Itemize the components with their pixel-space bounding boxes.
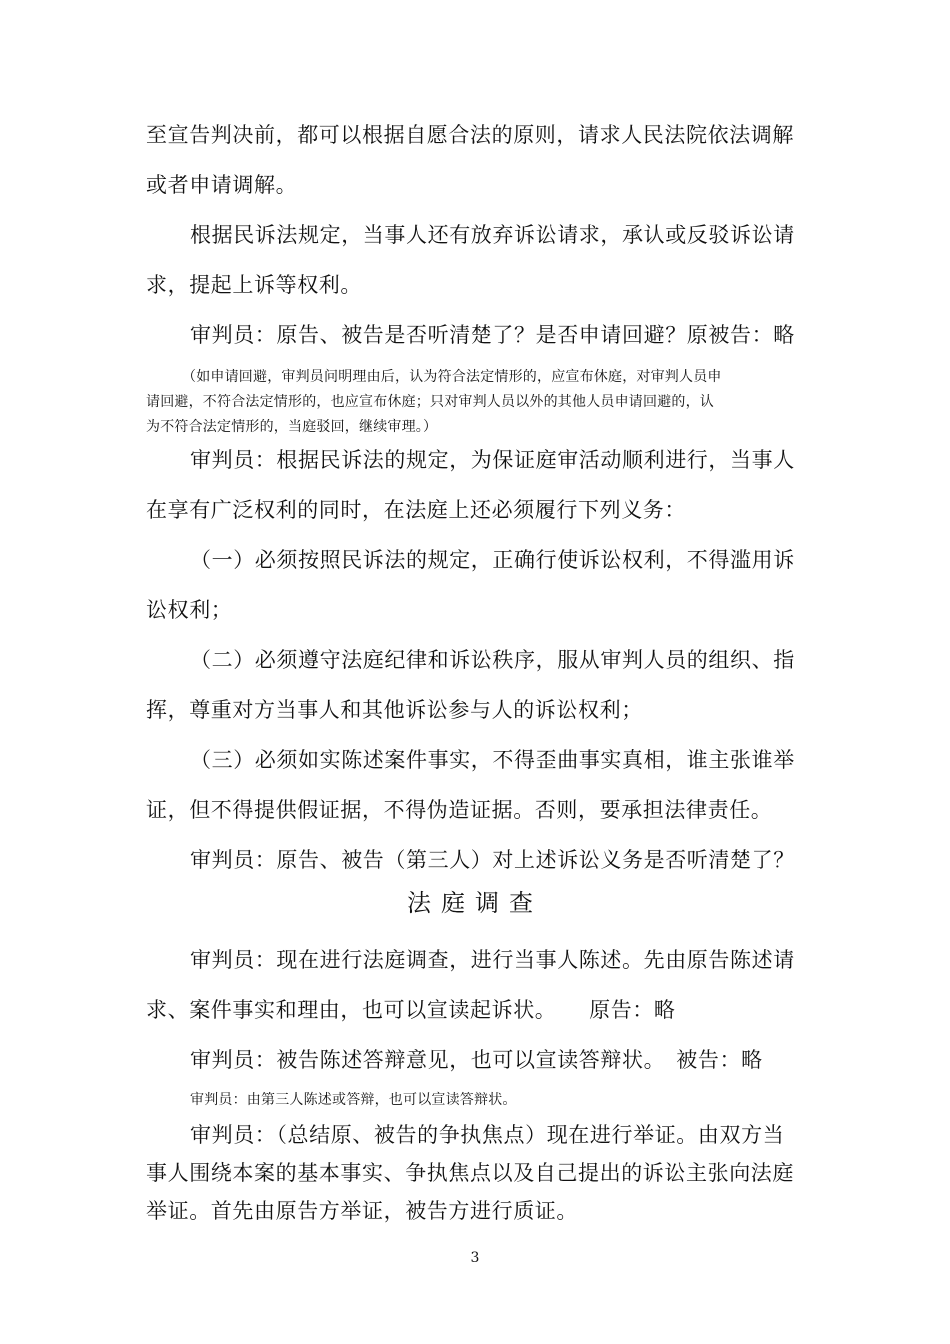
paragraph-line: 审判员：被告陈述答辩意见，也可以宣读答辩状。 被告：略 — [190, 1048, 763, 1072]
note-line: 审判员：由第三人陈述或答辩，也可以宣读答辩状。 — [190, 1092, 517, 1108]
paragraph-line: 在享有广泛权利的同时，在法庭上还必须履行下列义务： — [146, 498, 686, 522]
paragraph-line: （二）必须遵守法庭纪律和诉讼秩序，服从审判人员的组织、指 — [190, 648, 795, 672]
paragraph-line: （三）必须如实陈述案件事实，不得歪曲事实真相，谁主张谁举 — [190, 748, 795, 772]
paragraph-line: （一）必须按照民诉法的规定，正确行使诉讼权利，不得滥用诉 — [190, 548, 795, 572]
note-line: （如申请回避，审判员问明理由后，认为符合法定情形的，应宣布休庭，对审判人员申 — [182, 369, 722, 385]
paragraph-line: 根据民诉法规定，当事人还有放弃诉讼请求，承认或反驳诉讼请 — [190, 223, 795, 247]
note-line: 请回避，不符合法定情形的，也应宣布休庭；只对审判人员以外的其他人员申请回避的，认 — [146, 394, 714, 410]
paragraph-line: 举证。首先由原告方举证，被告方进行质证。 — [146, 1199, 578, 1223]
note-line: 为不符合法定情形的，当庭驳回，继续审理。） — [146, 419, 438, 435]
paragraph-line: 审判员：现在进行法庭调查，进行当事人陈述。先由原告陈述请 — [190, 948, 795, 972]
paragraph-line: 事人围绕本案的基本事实、争执焦点以及自己提出的诉讼主张向法庭 — [146, 1161, 794, 1185]
paragraph-line: 审判员：（总结原、被告的争执焦点）现在进行举证。由双方当 — [190, 1123, 785, 1147]
section-heading: 法庭调查 — [407, 889, 543, 917]
paragraph-line: 审判员：根据民诉法的规定，为保证庭审活动顺利进行，当事人 — [190, 448, 795, 472]
paragraph-line: 挥，尊重对方当事人和其他诉讼参与人的诉讼权利； — [146, 698, 643, 722]
paragraph-line: 讼权利； — [146, 598, 233, 622]
page-number: 3 — [470, 1250, 480, 1266]
paragraph-line: 求、案件事实和理由，也可以宣读起诉状。 原告：略 — [146, 998, 676, 1022]
paragraph-line: 求，提起上诉等权利。 — [146, 273, 362, 297]
paragraph-line: 或者申请调解。 — [146, 173, 298, 197]
paragraph-line: 证，但不得提供假证据，不得伪造证据。否则，要承担法律责任。 — [146, 798, 773, 822]
paragraph-line: 审判员：原告、被告（第三人）对上述诉讼义务是否听清楚了？ — [190, 848, 795, 872]
paragraph-line: 审判员：原告、被告是否听清楚了？是否申请回避？原被告：略 — [190, 323, 795, 347]
paragraph-line: 至宣告判决前，都可以根据自愿合法的原则，请求人民法院依法调解 — [146, 123, 794, 147]
